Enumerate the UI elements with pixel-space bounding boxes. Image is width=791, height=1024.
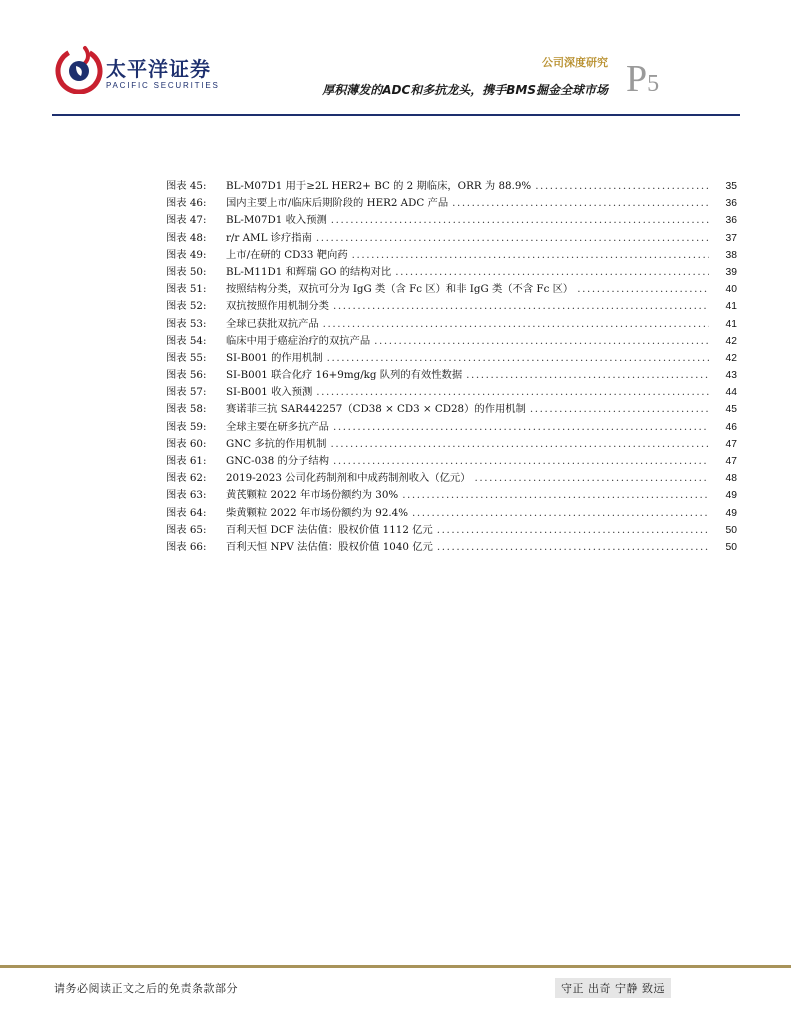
- toc-row[interactable]: [166, 487, 737, 504]
- page-ref: 49: [725, 490, 737, 502]
- toc-row[interactable]: [166, 367, 737, 384]
- footer-disclaimer: 请务必阅读正文之后的免责条款部分: [54, 982, 238, 995]
- figure-label: 图表 63:: [166, 489, 207, 502]
- page-ref: 40: [725, 284, 737, 296]
- page-ref: 35: [725, 181, 737, 192]
- figure-title: GNC-038 的分子结构: [226, 455, 330, 467]
- page-ref: 45: [725, 404, 737, 416]
- footer-motto: 守正 出奇 宁静 致远: [555, 978, 671, 998]
- figure-label: 图表 52:: [166, 300, 207, 313]
- figure-label: 图表 55:: [166, 351, 207, 364]
- page-ref: 47: [725, 456, 737, 467]
- dot-leader: [452, 195, 709, 212]
- page-number: 5: [647, 71, 660, 97]
- figure-title: 按照结构分类，双抗可分为 IgG 类（含 Fc 区）和非 IgG 类（不含 Fc 区）: [226, 283, 574, 296]
- toc-row[interactable]: [166, 195, 737, 212]
- dot-leader: [412, 505, 709, 522]
- figure-label: 图表 53:: [166, 317, 207, 330]
- toc-row[interactable]: [166, 178, 737, 195]
- dot-leader: [395, 264, 709, 281]
- page-ref: 47: [725, 438, 737, 450]
- figure-label: 图表 49:: [166, 248, 207, 261]
- figure-title: 全球主要在研多抗产品: [226, 420, 329, 433]
- figure-title: 赛诺菲三抗 SAR442257（CD38 × CD3 × CD28）的作用机制: [226, 403, 526, 416]
- dot-leader: [330, 436, 709, 453]
- toc-row[interactable]: [166, 247, 737, 264]
- dot-leader: [327, 350, 709, 367]
- figure-title: BL-M11D1 和辉瑞 GO 的结构对比: [226, 265, 392, 278]
- pacific-securities-logo-icon: [54, 44, 104, 94]
- dot-leader: [535, 178, 709, 195]
- dot-leader: [437, 522, 709, 539]
- figure-title: 百利天恒 DCF 法估值：股权价值 1112 亿元: [226, 523, 433, 536]
- brand-name-en: PACIFIC SECURITIES: [106, 81, 220, 90]
- page-ref: 42: [725, 335, 737, 347]
- figure-label: 图表 45:: [166, 180, 207, 192]
- toc-row[interactable]: [166, 470, 737, 487]
- page-ref: 39: [725, 266, 737, 278]
- figure-label: 图表 62:: [166, 472, 207, 485]
- document-type: 公司深度研究: [542, 56, 608, 69]
- figure-label: 图表 58:: [166, 403, 207, 416]
- toc-row[interactable]: [166, 419, 737, 436]
- figure-label: 图表 64:: [166, 506, 207, 519]
- figure-label: 图表 65:: [166, 523, 207, 536]
- toc-row[interactable]: [166, 264, 737, 281]
- dot-leader: [333, 419, 709, 436]
- figure-title: SI-B001 收入预测: [226, 386, 313, 399]
- footer-divider: [0, 965, 791, 968]
- figure-title: 临床中用于癌症治疗的双抗产品: [226, 334, 371, 347]
- toc-row[interactable]: [166, 522, 737, 539]
- figure-title: 百利天恒 NPV 法估值：股权价值 1040 亿元: [226, 540, 433, 553]
- page-ref: 36: [725, 198, 737, 210]
- dot-leader: [475, 470, 709, 487]
- toc-row[interactable]: [166, 436, 737, 453]
- dot-leader: [323, 316, 709, 333]
- page-ref: 42: [725, 352, 737, 364]
- figure-label: 图表 54:: [166, 334, 207, 347]
- figure-label: 图表 66:: [166, 540, 207, 553]
- brand-name-cn: 太平洋证券: [106, 57, 211, 81]
- figure-title: 柴黄颗粒 2022 年市场份额约为 92.4%: [226, 506, 408, 519]
- figure-index-list: [166, 178, 737, 556]
- page-ref: 44: [725, 387, 737, 399]
- page-ref: 38: [725, 249, 737, 261]
- toc-row[interactable]: [166, 539, 737, 556]
- figure-label: 图表 59:: [166, 420, 207, 433]
- dot-leader: [316, 230, 709, 247]
- figure-title: SI-B001 的作用机制: [226, 351, 323, 364]
- dot-leader: [577, 281, 709, 298]
- figure-label: 图表 56:: [166, 369, 207, 382]
- toc-row[interactable]: [166, 333, 737, 350]
- dot-leader: [374, 333, 709, 350]
- dot-leader: [352, 247, 709, 264]
- toc-row[interactable]: [166, 298, 737, 315]
- dot-leader: [466, 367, 709, 384]
- toc-row[interactable]: [166, 453, 737, 470]
- dot-leader: [333, 298, 709, 315]
- header-divider: [52, 114, 740, 116]
- dot-leader: [402, 487, 709, 504]
- dot-leader: [530, 401, 709, 418]
- figure-title: BL-M07D1 用于≥2L HER2+ BC 的 2 期临床，ORR 为 88.9%: [226, 180, 532, 192]
- brand-block: [106, 58, 220, 90]
- page-ref: 50: [725, 541, 737, 553]
- toc-row[interactable]: [166, 384, 737, 401]
- toc-row[interactable]: [166, 281, 737, 298]
- figure-label: 图表 61:: [166, 455, 207, 467]
- page-ref: 43: [725, 370, 737, 382]
- dot-leader: [316, 384, 709, 401]
- toc-row[interactable]: [166, 230, 737, 247]
- page-ref: 50: [725, 524, 737, 536]
- toc-row[interactable]: [166, 401, 737, 418]
- page-ref: 49: [725, 507, 737, 519]
- figure-label: 图表 47:: [166, 214, 207, 227]
- figure-title: BL-M07D1 收入预测: [226, 214, 327, 227]
- figure-title: 黄芪颗粒 2022 年市场份额约为 30%: [226, 489, 399, 502]
- figure-title: 国内主要上市/临床后期阶段的 HER2 ADC 产品: [226, 197, 449, 210]
- page-ref: 36: [725, 215, 737, 227]
- figure-title: 2019-2023 公司化药制剂和中成药制剂收入（亿元）: [226, 472, 471, 485]
- figure-title: SI-B001 联合化疗 16+9mg/kg 队列的有效性数据: [226, 369, 463, 382]
- figure-title: r/r AML 诊疗指南: [226, 231, 312, 244]
- figure-title: 全球已获批双抗产品: [226, 317, 319, 330]
- figure-title: GNC 多抗的作用机制: [226, 437, 327, 450]
- toc-row[interactable]: [166, 212, 737, 229]
- page-ref: 41: [725, 301, 737, 313]
- page-ref: 48: [725, 473, 737, 485]
- dot-leader: [331, 212, 709, 229]
- page-ref: 46: [725, 421, 737, 433]
- figure-label: 图表 51:: [166, 283, 207, 296]
- figure-label: 图表 57:: [166, 386, 207, 399]
- toc-row[interactable]: [166, 316, 737, 333]
- toc-row[interactable]: [166, 505, 737, 522]
- page-ref: 37: [725, 232, 737, 244]
- figure-label: 图表 48:: [166, 231, 207, 244]
- page-indicator: [626, 60, 659, 103]
- figure-label: 图表 46:: [166, 197, 207, 210]
- dot-leader: [437, 539, 709, 556]
- figure-title: 双抗按照作用机制分类: [226, 300, 329, 313]
- figure-title: 上市/在研的 CD33 靶向药: [226, 248, 348, 261]
- page-letter: P: [626, 58, 648, 100]
- figure-label: 图表 60:: [166, 437, 207, 450]
- page-ref: 41: [725, 318, 737, 330]
- dot-leader: [333, 453, 709, 470]
- figure-label: 图表 50:: [166, 265, 207, 278]
- toc-row[interactable]: [166, 350, 737, 367]
- report-title: 厚积薄发的ADC和多抗龙头，携手BMS掘金全球市场: [322, 83, 608, 97]
